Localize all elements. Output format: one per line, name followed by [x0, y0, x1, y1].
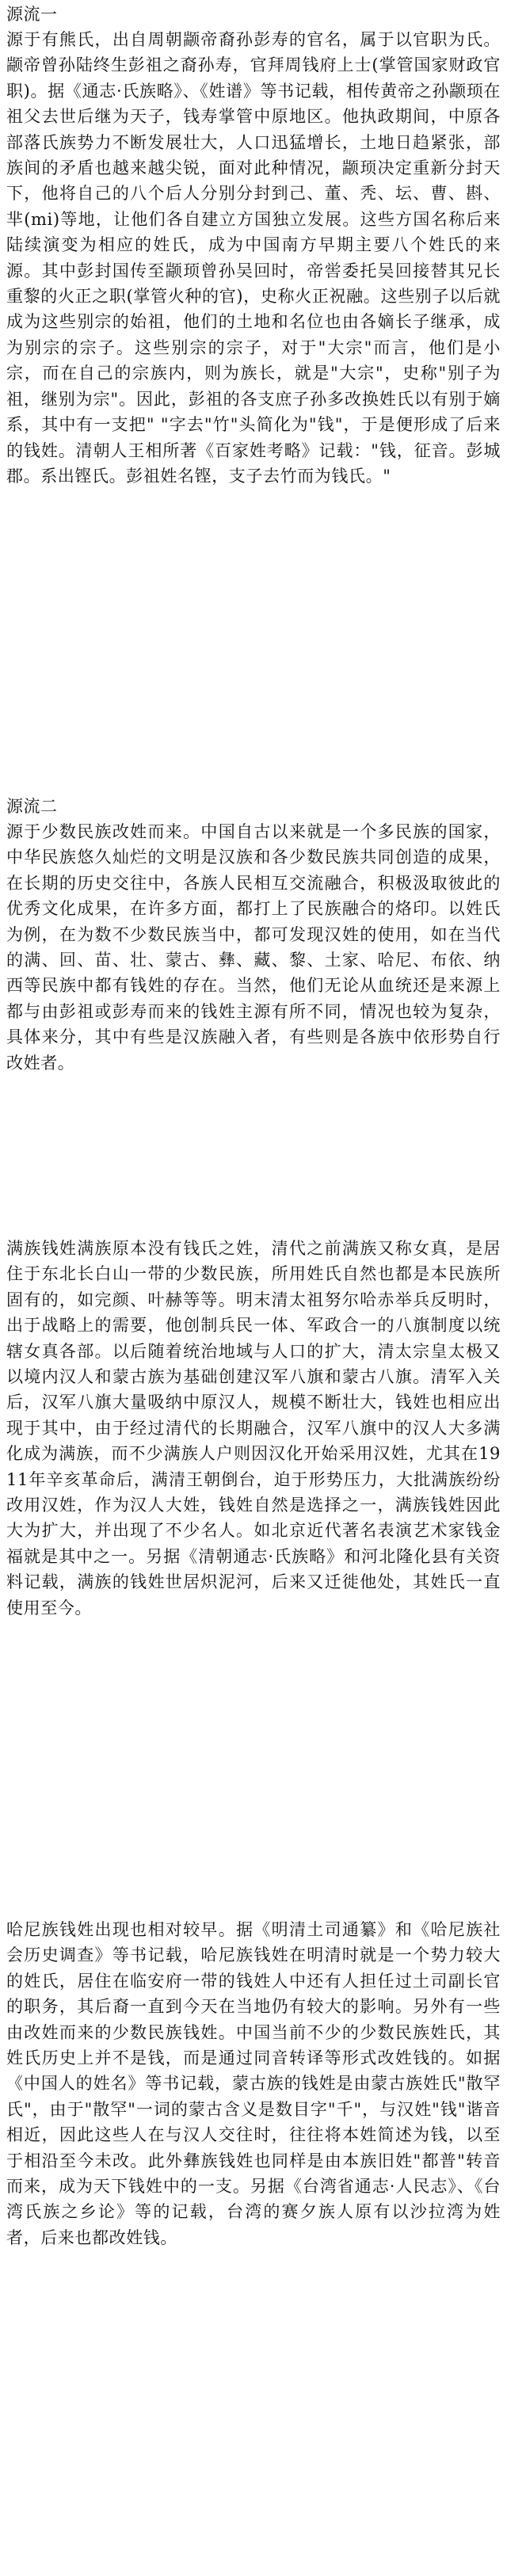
section-heading: 源流一 [6, 5, 58, 24]
section-paragraph: 满族钱姓满族原本没有钱氏之姓，清代之前满族又称女真，是居住于东北长白山一带的少数民族，所用姓氏自然也都是本民族所固有的，如完颜、叶赫等等。明末清太祖努尔哈赤举兵反明时，出于战略上的需要，他创制兵民一体、军政合一的八旗制度以统辖女真各部。以后随着统治地域与人口的扩大，清太宗皇太极又以境内汉人和蒙古族为基础创建汉军八旗和蒙古八旗。清军入关后，汉军八旗大量吸纳中原汉人，规模不断壮大，钱姓也相应出现于其中，由于经过清代的长期融合，汉军八旗中的汉人大多满化成为满族，而不少满族人户则因汉化开始采用汉姓，尤其在1911年辛亥革命后，满清王朝倒台，迫于形势压力，大批满族纷纷改用汉姓，作为汉人大姓，钱姓自然是选择之一，满族钱姓因此大为扩大，并出现了不少名人。如北京近代著名表演艺术家钱金福就是其中之一。另据《清朝通志·氏族略》和河北隆化县有关资料记载，满族的钱姓世居炽泥河，后来又迁徙他处，其姓氏一直使用至今。 [6, 1239, 501, 1618]
section-paragraph: 源于少数民族改姓而来。中国自古以来就是一个多民族的国家，中华民族悠久灿烂的文明是汉族和各少数民族共同创造的成果，在长期的历史交往中，各族人民相互交流融合，积极汲取彼此的优秀文化成果，在许多方面，都打上了民族融合的烙印。以姓氏为例，在为数不少数民族当中，都可发现汉姓的使用，如在当代的满、回、苗、壮、蒙古、彝、藏、黎、土家、哈尼、布依、纳西等民族中都有钱姓的存在。当然，他们无论从血统还是来源上都与由彭祖或彭寿而来的钱姓主源有所不同，情况也较为复杂，具体来分，其中有些是汉族融入者，有些则是各族中依形势自行改姓者。 [6, 822, 501, 1073]
origin-section-2 [6, 792, 501, 1236]
section-heading: 源流二 [6, 797, 58, 816]
manchu-qian-section [6, 1236, 501, 1917]
hani-qian-section [6, 1917, 501, 2576]
origin-section-1 [6, 0, 501, 792]
section-paragraph: 源于有熊氏，出自周朝颛帝裔孙彭寿的官名，属于以官职为氏。颛帝曾孙陆终生彭祖之裔孙寿，官拜周钱府上士(掌管国家财政官职)。据《通志·氏族略》、《姓谱》等书记载，相传黄帝之孙颛顼在祖父去世后继为天子，钱寿掌管中原地区。他执政期间，中原各部落氏族势力不断发展壮大，人口迅猛增长，土地日趋紧张，部族间的矛盾也越来越尖锐，面对此种情况，颛顼决定重新分封天下，他将自己的八个后人分别分封到己、董、秃、坛、曹、斟、芈(mi)等地，让他们各自建立方国独立发展。这些方国名称后来陆续演变为相应的姓氏，成为中国南方早期主要八个姓氏的来源。其中彭封国传至颛顼曾孙吴回时，帝喾委托吴回接替其兄长重黎的火正之职(掌管火种的官)，史称火正祝融。这些别子以后就成为这些别宗的始祖，他们的土地和名位也由各嫡长子继承，成为别宗的宗子。这些别宗的宗子，对于"大宗"而言，他们是小宗，而在自己的宗族内，则为族长，就是"大宗"，史称"别子为祖，继别为宗"。因此，彭祖的各支庶子孙多改换姓氏以有别于嫡系，其中有一支把" "字去"竹"头简化为"钱"，于是便形成了后来的钱姓。清朝人王相所著《百家姓考略》记载："钱，征音。彭城郡。系出铿氏。彭祖姓名铿，支子去竹而为钱氏。" [6, 30, 501, 486]
section-paragraph: 哈尼族钱姓出现也相对较早。据《明清土司通纂》和《哈尼族社会历史调查》等书记载，哈尼族钱姓在明清时就是一个势力较大的姓氏，居住在临安府一带的钱姓人中还有人担任过土司副长官的职务，其后裔一直到今天在当地仍有较大的影响。另外有一些由改姓而来的少数民族钱姓。中国当前不少的少数民族姓氏，其姓氏历史上并不是钱，而是通过同音转译等形式改姓钱的。如据《中国人的姓名》等书记载，蒙古族的钱姓是由蒙古族姓氏"散罕氏"，由于"散罕"一词的蒙古含义是数目字"千"，与汉姓"钱"谐音相近，因此这些人在与汉人交往时，往往将本姓简述为钱，以至于相沿至今未改。此外彝族钱姓也同样是由本族旧姓"都普"转音而来，成为天下钱姓中的一支。另据《台湾省通志·人民志》、《台湾氏族之乡论》等的记载，台湾的赛夕族人原有以沙拉湾为姓者，后来也都改姓钱。 [6, 1920, 501, 2247]
